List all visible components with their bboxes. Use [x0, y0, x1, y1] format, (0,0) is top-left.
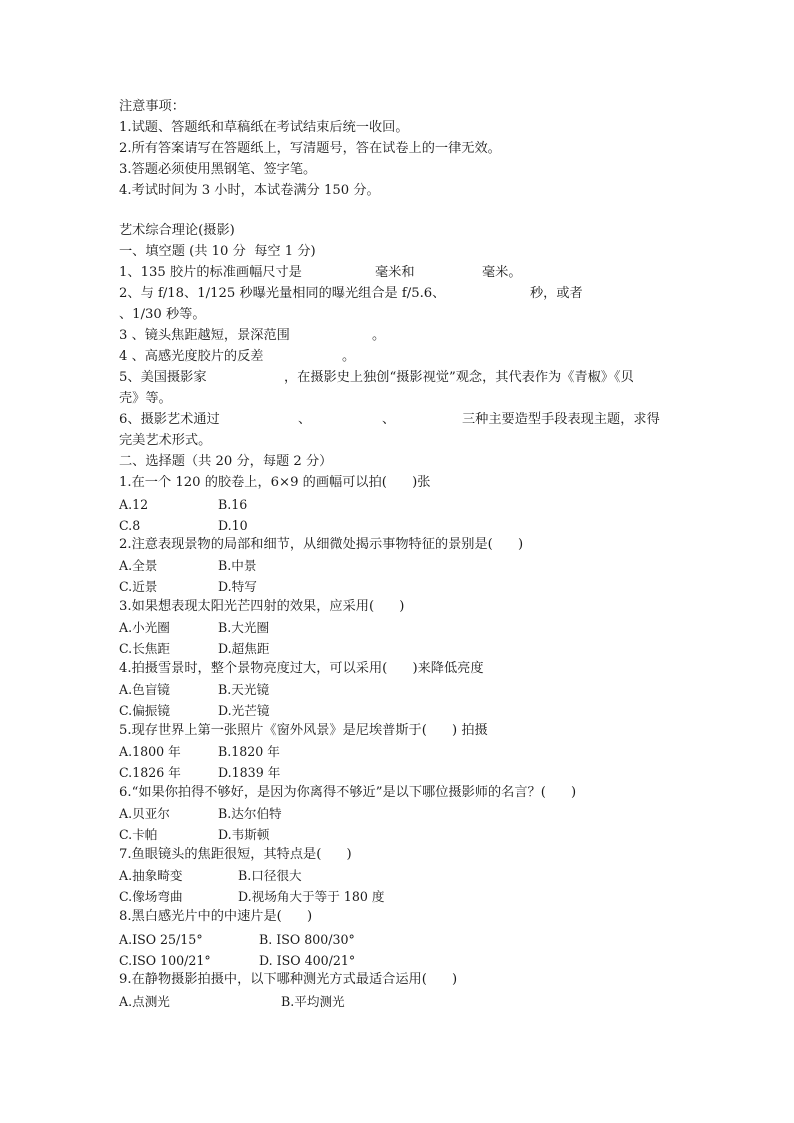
fill-q4-part: 4 、高感光度胶片的反差 [119, 349, 264, 364]
notice-item: 3.答题必须使用黑钢笔、签字笔。 [119, 162, 317, 177]
mc-question-stem: 9.在静物摄影拍摄中，以下哪种测光方式最适合运用( ) [119, 972, 458, 987]
fill-q5-part: 5、美国摄影家 [119, 370, 207, 385]
fill-q4-part: 。 [342, 349, 356, 364]
mc-option-d: D.特写 [218, 579, 257, 594]
notice-item: 1.试题、答题纸和草稿纸在考试结束后统一收回。 [119, 120, 409, 135]
mc-question-stem: 3.如果想表现太阳光芒四射的效果，应采用( ) [119, 599, 405, 614]
mc-option-a: A.贝亚尔 [119, 806, 170, 821]
fill-q1-part: 1、135 胶片的标准画幅尺寸是 [119, 265, 302, 280]
mc-option-d: D.1839 年 [218, 765, 281, 780]
mc-option-b: B.达尔伯特 [218, 806, 282, 821]
mc-option-a: A.1800 年 [119, 744, 181, 759]
mc-question-stem: 1.在一个 120 的胶卷上，6×9 的画幅可以拍( )张 [119, 475, 431, 490]
fill-q6-part: 、 [382, 412, 396, 427]
fill-q3-part: 3 、镜头焦距越短，景深范围 [119, 328, 290, 343]
mc-option-d: D.10 [218, 518, 248, 533]
mc-option-c: C.偏振镜 [119, 703, 170, 718]
mc-option-d: D.视场角大于等于 180 度 [238, 889, 385, 904]
mc-option-c: C.ISO 100/21° [119, 953, 211, 968]
mc-option-a: A.小光圈 [119, 620, 170, 635]
mc-option-d: D.光芒镜 [218, 703, 270, 718]
section2-title: 二、选择题（共 20 分，每题 2 分） [119, 454, 333, 469]
fill-q6-part: 6、摄影艺术通过 [119, 412, 220, 427]
mc-option-a: A.12 [119, 497, 149, 512]
mc-option-c: C.长焦距 [119, 641, 170, 656]
subject-title: 艺术综合理论(摄影) [119, 223, 235, 238]
mc-question-stem: 6.“如果你拍得不够好，是因为你离得不够近”是以下哪位摄影师的名言？( ) [119, 785, 577, 800]
fill-q6-part: 、 [298, 412, 312, 427]
mc-question-stem: 5.现存世界上第一张照片《窗外风景》是尼埃普斯于( ) 拍摄 [119, 723, 488, 738]
fill-q3-part: 。 [372, 328, 386, 343]
fill-q1-part: 毫米。 [482, 265, 522, 280]
fill-q1-part: 毫米和 [375, 265, 415, 280]
fill-q6-part: 三种主要造型手段表现主题，求得 [462, 412, 660, 427]
fill-q6-part: 完美艺术形式。 [119, 433, 212, 448]
mc-option-b: B.大光圈 [218, 620, 270, 635]
mc-option-a: A.点测光 [119, 994, 170, 1009]
section1-title: 一、填空题 (共 10 分 每空 1 分) [119, 244, 316, 259]
mc-option-c: C.像场弯曲 [119, 889, 183, 904]
mc-option-c: C.近景 [119, 579, 158, 594]
mc-option-b: B.16 [218, 497, 248, 512]
fill-q5-part: ，在摄影史上独创“摄影视觉”观念，其代表作为《青椒》《贝 [284, 370, 634, 385]
fill-q2-part: 2、与 f/18、1/125 秒曝光量相同的曝光组合是 f/5.6、 [119, 286, 446, 301]
mc-question-stem: 4.拍摄雪景时，整个景物亮度过大，可以采用( )来降低亮度 [119, 661, 484, 676]
mc-option-b: B.平均测光 [281, 994, 345, 1009]
mc-option-b: B.中景 [218, 558, 257, 573]
mc-option-d: D.韦斯顿 [218, 827, 270, 842]
notice-item: 4.考试时间为 3 小时，本试卷满分 150 分。 [119, 183, 380, 198]
mc-option-a: A.色盲镜 [119, 682, 170, 697]
mc-option-c: C.8 [119, 518, 141, 533]
mc-question-stem: 7.鱼眼镜头的焦距很短，其特点是( ) [119, 847, 352, 862]
mc-option-b: B. ISO 800/30° [259, 932, 355, 947]
notice-item: 2.所有答案请写在答题纸上，写清题号，答在试卷上的一律无效。 [119, 141, 501, 156]
mc-option-d: D. ISO 400/21° [259, 953, 356, 968]
mc-option-c: C.1826 年 [119, 765, 181, 780]
mc-option-b: B.1820 年 [218, 744, 280, 759]
mc-option-a: A.ISO 25/15° [119, 932, 203, 947]
mc-question-stem: 8.黑白感光片中的中速片是( ) [119, 909, 313, 924]
mc-option-b: B.口径很大 [238, 868, 302, 883]
notice-title: 注意事项： [119, 99, 185, 114]
fill-q5-part: 壳》等。 [119, 391, 172, 406]
mc-option-b: B.天光镜 [218, 682, 270, 697]
fill-q2-part: 秒，或者 [530, 286, 583, 301]
mc-option-c: C.卡帕 [119, 827, 158, 842]
mc-question-stem: 2.注意表现景物的局部和细节，从细微处揭示事物特征的景别是( ) [119, 537, 524, 552]
mc-option-a: A.抽象畸变 [119, 868, 183, 883]
mc-option-a: A.全景 [119, 558, 158, 573]
fill-q2-part: 、1/30 秒等。 [119, 307, 206, 322]
mc-option-d: D.超焦距 [218, 641, 270, 656]
